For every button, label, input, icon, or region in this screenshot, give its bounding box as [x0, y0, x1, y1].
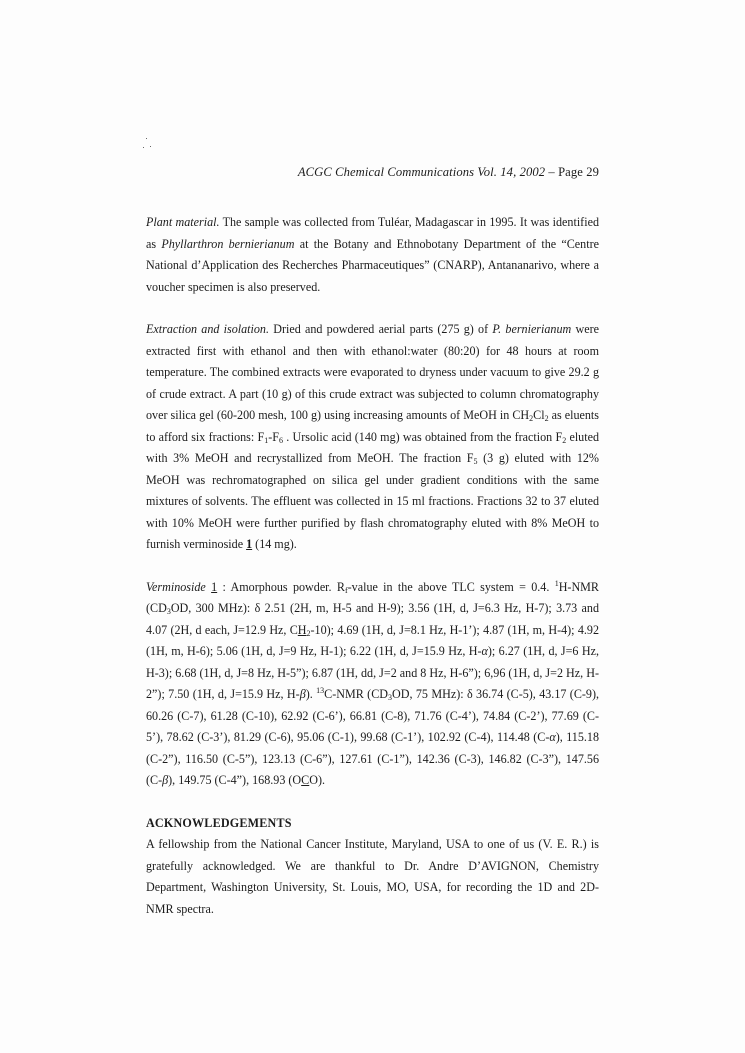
- extraction-text: Cl: [533, 408, 545, 422]
- greek-alpha: α: [481, 644, 488, 658]
- scan-speck: [143, 147, 144, 148]
- underlined-c: C: [301, 773, 310, 787]
- nmr-text: ); 6.27 (1H, d, J=6 Hz, H-3); 6.68 (1H, d, J=8 Hz, H-5”); 6.87 (1H, dd, J=2 and 8 Hz, H-6”); 6,96 (1H, d, J=2 Hz, H-2”); 7.50 (1H, d, J=15.9 Hz, H-: [146, 644, 599, 701]
- subscript: 3: [388, 693, 393, 702]
- nmr-text: O).: [309, 773, 326, 787]
- superscript: 1: [554, 578, 559, 588]
- extraction-text: were extracted first with ethanol and then with ethanol:water (80:20) for 48 hours at room temperature. The combined extracts were evaporated to dryness under vacuum to give 29.2 g of crude extract. A part (10 g) of this crude extract was subjected to column chromatography over silica gel (60-200 mesh, 100 g) using increasing amounts of MeOH in CH: [146, 322, 599, 422]
- scan-speck: [150, 146, 151, 147]
- extraction-text: . Ursolic acid (140 mg) was obtained from the fraction F: [283, 429, 563, 444]
- nmr-text: H-NMR (CD: [146, 579, 600, 615]
- nmr-text: OD, 300 MHz): δ 2.51 (2H, m, H-5 and H-9); 3.56 (1H, d, J=6.3 Hz, H-7); 3.73 and 4.07 (2H, d each, J=12.9 Hz, C: [146, 601, 599, 637]
- plant-material-text: The sample was collected from Tuléar, Madagascar in 1995. It was identified as: [146, 215, 599, 251]
- nmr-text: -value in the above TLC system = 0.4.: [347, 579, 555, 594]
- extraction-text: (3 g) eluted with 12% MeOH was rechromatographed on silica gel under gradient conditions with the same mixtures of solvents. The effluent was collected in 15 ml fractions. Fractions 32 to 37 eluted with 10% MeOH were further purified by flash chromatography eluted with 8% MeOH to furnish verminoside: [146, 451, 599, 551]
- subscript: 3: [166, 607, 171, 616]
- article-body: [146, 212, 599, 920]
- header-dash: –: [545, 165, 559, 179]
- subscript: 2: [562, 435, 567, 445]
- extraction-text: as eluents to afford six fractions: F: [146, 408, 599, 444]
- nmr-text: OD, 75 MHz): δ 36.74 (C-5), 43.17 (C-9), 60.26 (C-7), 61.28 (C-10), 62.92 (C-6’), 66.81 (C-8), 71.76 (C-4’), 74.84 (C-2’), 77.69 (C-5’), 78.62 (C-3’), 81.29 (C-6), 95.06 (C-1), 99.68 (C-1’), 102.92 (C-4), 114.48 (C-: [146, 687, 600, 744]
- nmr-text: ), 115.18 (C-2”), 116.50 (C-5”), 123.13 (C-6”), 127.61 (C-1”), 142.36 (C-3), 146.82 (C-3”), 147.56 (C-: [146, 730, 599, 787]
- verminoside-paragraph: [146, 577, 599, 792]
- subscript: f: [344, 585, 348, 595]
- nmr-text: : Amorphous powder. R: [217, 579, 345, 594]
- compound-number: 1: [211, 579, 218, 594]
- plant-material-heading: Plant material.: [146, 215, 220, 229]
- acknowledgements-title: ACKNOWLEDGEMENTS: [146, 815, 292, 830]
- nmr-text: -10); 4.69 (1H, d, J=8.1 Hz, H-1’); 4.87 (1H, m, H-4); 4.92 (1H, m, H-6); 5.06 (1H, d, J=9 Hz, H-1); 6.22 (1H, d, J=15.9 Hz, H-: [146, 622, 599, 658]
- subscript: 2: [529, 414, 534, 423]
- nmr-text: ).: [305, 687, 317, 701]
- nmr-text: ), 149.75 (C-4”), 168.93 (O: [168, 773, 302, 787]
- extraction-text: Dried and powdered aerial parts (275 g) of: [269, 322, 493, 336]
- subscript: 1: [264, 435, 269, 445]
- superscript: 13: [316, 686, 325, 695]
- acknowledgements-body: A fellowship from the National Cancer Institute, Maryland, USA to one of us (V. E. R.) is gratefully acknowledged. We are thankful to Dr. Andre D’AVIGNON, Chemistry Department, Washington University, St. Louis, MO, USA, for recording the 1D and 2D-NMR spectra.: [146, 837, 599, 916]
- subscript: 5: [473, 457, 478, 466]
- nmr-text: C-NMR (CD: [324, 687, 389, 701]
- subscript: 2: [544, 414, 549, 423]
- plant-material-paragraph: [146, 212, 599, 298]
- compound-number: 1: [246, 537, 253, 551]
- plant-material-text: at the Botany and Ethnobotany Department of the “Centre National d’Application des Recherches Pharmaceutiques” (CNARP), Antananarivo, where a voucher specimen is also preserved.: [146, 236, 599, 294]
- extraction-text: -F: [268, 429, 279, 444]
- running-header: [298, 165, 599, 180]
- greek-beta: β: [162, 773, 169, 787]
- species-name: Phyllarthron bernierianum: [161, 236, 295, 251]
- extraction-text: eluted with 3% MeOH and recrystallized from MeOH. The fraction F: [146, 429, 599, 465]
- page-number: Page 29: [558, 165, 599, 179]
- extraction-paragraph: [146, 319, 599, 556]
- species-name: P. bernierianum: [492, 322, 572, 336]
- greek-beta: β: [299, 687, 306, 701]
- subscript: 6: [279, 435, 283, 445]
- extraction-heading: Extraction and isolation.: [146, 322, 269, 336]
- scan-speck: [146, 138, 147, 139]
- journal-citation: ACGC Chemical Communications Vol. 14, 2002: [297, 165, 546, 179]
- underlined-h: H: [297, 622, 307, 637]
- extraction-text: (14 mg).: [252, 537, 297, 551]
- verminoside-heading: Verminoside: [146, 579, 206, 594]
- greek-alpha: α: [549, 730, 556, 744]
- subscript: 2: [306, 628, 311, 638]
